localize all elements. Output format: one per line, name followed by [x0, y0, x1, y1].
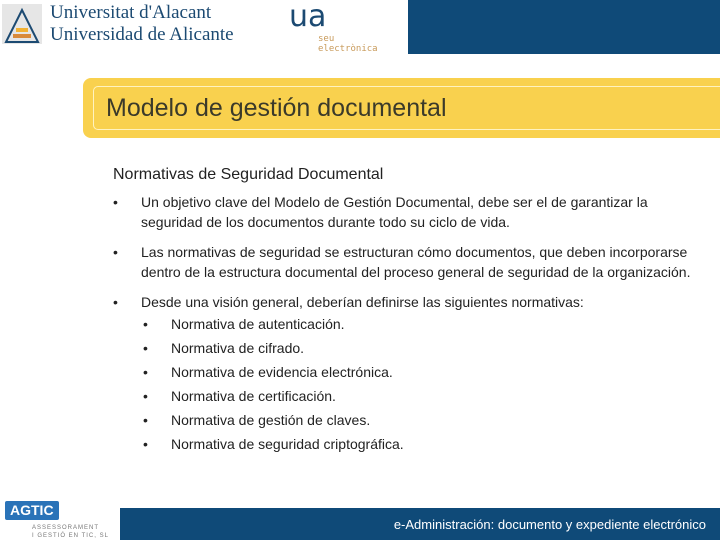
sede-electronica-logo-icon	[285, 0, 345, 32]
bullet-text: Las normativas de seguridad se estructuran cómo documentos, que deben incorporarse dentro de la estructura documental del proceso general de seguridad de la organización.	[141, 244, 691, 280]
sub-bullet-text: Normativa de autenticación.	[171, 316, 345, 332]
bullet-item: • Las normativas de seguridad se estructuran cómo documentos, que deben incorporarse dentro de la estructura documental del proceso general de seguridad de la organización.	[113, 244, 691, 280]
sub-bullet-item: • Normativa de cifrado.	[143, 340, 305, 356]
agtic-subtitle: ASSESSORAMENT I GESTIÓ EN TIC, SL	[32, 525, 109, 539]
content	[113, 166, 703, 456]
university-name-valencian: Universitat d'Alacant	[50, 2, 212, 23]
header-band	[408, 0, 720, 54]
page-title: Modelo de gestión documental	[106, 94, 447, 122]
sub-bullet-item: • Normativa de seguridad criptográfica.	[143, 436, 404, 452]
bullet-text: Un objetivo clave del Modelo de Gestión Documental, debe ser el de garantizar la seguridad de los documentos durante todo su ciclo de vida.	[141, 194, 648, 230]
university-logo-icon	[2, 4, 42, 44]
sede-caption: seu electrònica	[318, 34, 378, 54]
sub-bullet-text: Normativa de cifrado.	[171, 340, 305, 356]
bullet-text: Desde una visión general, deberían definirse las siguientes normativas:	[141, 294, 584, 310]
sub-bullet-text: Normativa de evidencia electrónica.	[171, 364, 393, 380]
sub-bullet-item: • Normativa de evidencia electrónica.	[143, 364, 393, 380]
sub-bullet-text: Normativa de seguridad criptográfica.	[171, 436, 404, 452]
sub-bullet-text: Normativa de certificación.	[171, 388, 336, 404]
sub-bullet-item: • Normativa de gestión de claves.	[143, 412, 371, 428]
sub-bullet-item: • Normativa de certificación.	[143, 388, 336, 404]
sede-logo-text: ua	[289, 0, 327, 32]
sub-bullet-text: Normativa de gestión de claves.	[171, 412, 371, 428]
footer-text: e-Administración: documento y expediente electrónico	[393, 517, 706, 532]
footer-band	[120, 508, 720, 540]
university-name-spanish: Universidad de Alicante	[50, 24, 234, 45]
agtic-logo: AGTIC	[5, 501, 59, 520]
bullet-item: • Un objetivo clave del Modelo de Gestión Documental, debe ser el de garantizar la seguridad de los documentos durante todo su ciclo de vida.	[113, 194, 648, 230]
section-title: Normativas de Seguridad Documental	[113, 166, 384, 183]
sub-bullet-item: • Normativa de autenticación.	[143, 316, 345, 332]
bullet-item: • Desde una visión general, deberían definirse las siguientes normativas:	[113, 294, 584, 310]
